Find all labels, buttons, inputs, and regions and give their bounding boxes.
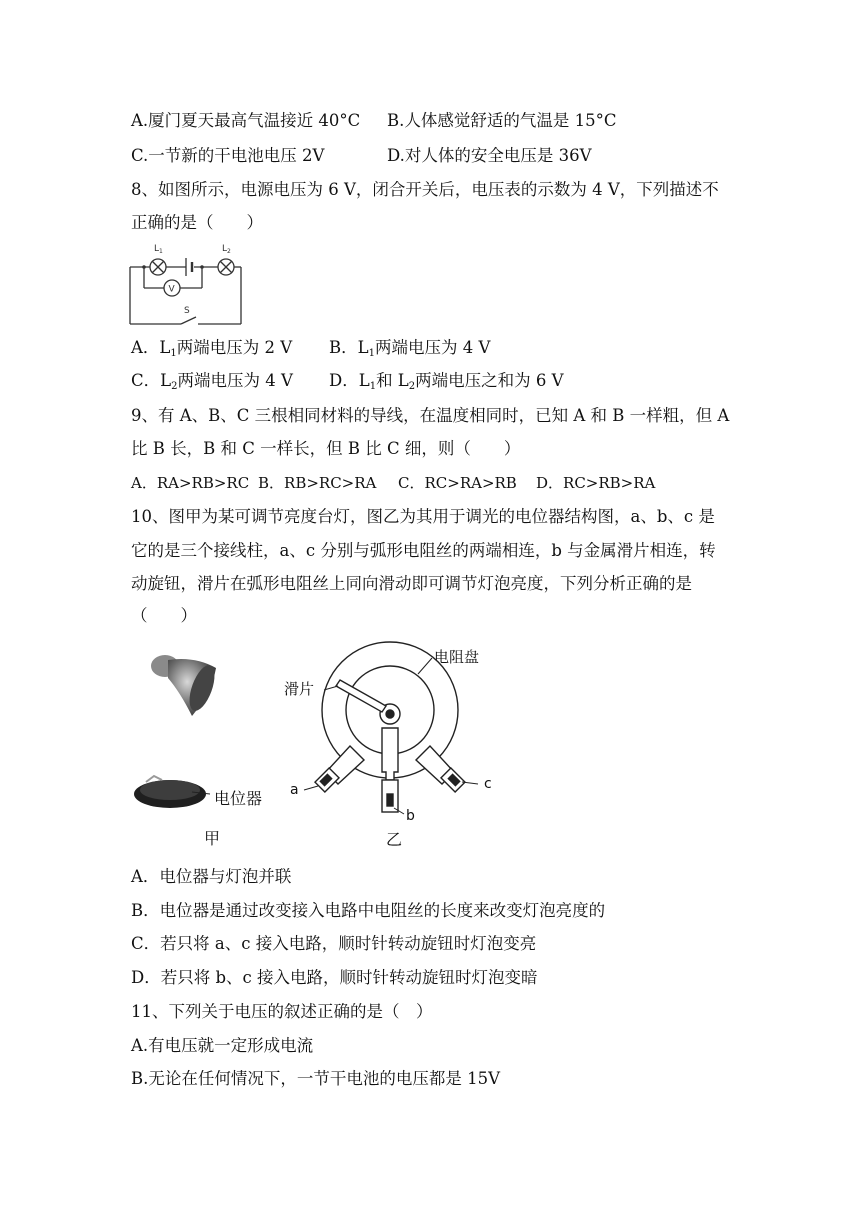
q10-option-a: A．电位器与灯泡并联 (131, 867, 292, 886)
q8-stem-line1: 8、如图所示，电源电压为 6 V，闭合开关后，电压表的示数为 4 V，下列描述不 (131, 180, 719, 199)
q9-stem-line2: 比 B 长，B 和 C 一样长，但 B 比 C 细，则（ ） (131, 439, 521, 458)
q8-option-c: C．$L_2$两端电压为 4 V (131, 371, 293, 392)
voltmeter-label: V (168, 284, 175, 295)
terminal-b-label: b (406, 808, 415, 824)
q10-stem-line3: 动旋钮，滑片在弧形电阻丝上同向滑动即可调节灯泡亮度，下列分析正确的是 (131, 574, 692, 593)
switch-label: S (184, 306, 190, 316)
terminal-c-label: c (484, 776, 492, 792)
q8-stem-line2: 正确的是（ ） (131, 213, 263, 232)
l2-sub: 2 (227, 248, 231, 255)
terminal-a-label: a (290, 782, 299, 798)
q7-option-d: D.对人体的安全电压是 36V (387, 146, 592, 165)
q11-stem: 11、下列关于电压的叙述正确的是（ ） (131, 1002, 433, 1021)
q9-option-d: D．RC>RB>RA (536, 474, 656, 492)
potentiometer-label: 电位器 (214, 789, 263, 808)
figure-jia-label: 甲 (204, 829, 221, 848)
slider-label: 滑片 (284, 680, 315, 698)
q10-stem-line4: （ ） (131, 606, 197, 625)
q7-option-a: A.厦门夏天最高气温接近 40°C (131, 111, 361, 130)
q10-stem-line2: 它的是三个接线柱，a、c 分别与弧形电阻丝的两端相连，b 与金属滑片相连，转 (131, 541, 716, 560)
potentiometer-structure-diagram (270, 632, 510, 832)
q10-option-d: D．若只将 b、c 接入电路，顺时针转动旋钮时灯泡变暗 (131, 968, 538, 987)
q9-stem-line1: 9、有 A、B、C 三根相同材料的导线，在温度相同时，已知 A 和 B 一样粗，但 A (131, 406, 730, 425)
disc-label: 电阻盘 (434, 648, 480, 666)
q7-option-c: C.一节新的干电池电压 2V (131, 146, 325, 165)
svg-text:L1 (154, 244, 163, 255)
q11-option-a: A.有电压就一定形成电流 (131, 1036, 314, 1055)
figure-yi-label: 乙 (386, 830, 403, 849)
q10-stem-line1: 10、图甲为某可调节亮度台灯，图乙为其用于调光的电位器结构图，a、b、c 是 (131, 507, 715, 526)
l1-sub: 1 (159, 248, 163, 255)
q10-option-b: B．电位器是通过改变接入电路中电阻丝的长度来改变灯泡亮度的 (131, 901, 606, 920)
q8-circuit-diagram (126, 240, 246, 328)
potentiometer-photo (132, 768, 212, 812)
q8-option-a: A．$L_1$两端电压为 2 V (131, 338, 293, 359)
q11-option-b: B.无论在任何情况下，一节干电池的电压都是 15V (131, 1069, 501, 1088)
svg-text:L2 (222, 244, 231, 255)
q8-option-d: D．$L_1$和 $L_2$两端电压之和为 6 V (329, 371, 564, 392)
q8-option-b: B．$L_1$两端电压为 4 V (329, 338, 491, 359)
l2-label: L (222, 244, 228, 254)
l1-label: L (154, 244, 160, 254)
q9-option-b: B．RB>RC>RA (258, 474, 377, 492)
q7-option-b: B.人体感觉舒适的气温是 15°C (387, 111, 617, 130)
lamp-photo (140, 648, 224, 720)
q9-option-c: C．RC>RA>RB (398, 474, 517, 492)
q9-option-a: A．RA>RB>RC (131, 474, 250, 492)
q10-option-c: C．若只将 a、c 接入电路，顺时针转动旋钮时灯泡变亮 (131, 934, 537, 953)
